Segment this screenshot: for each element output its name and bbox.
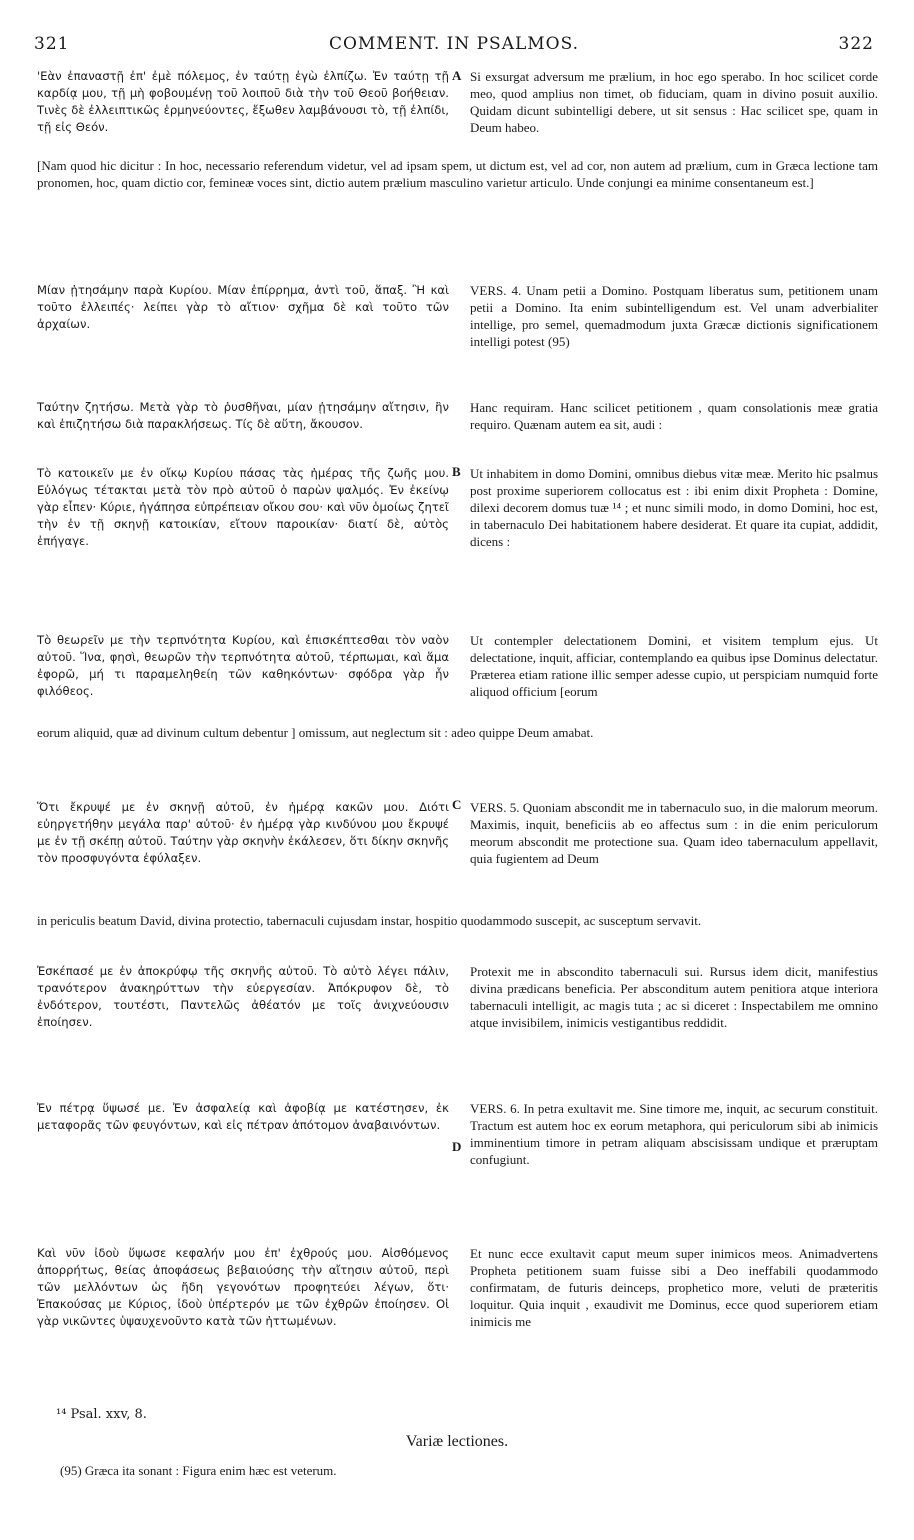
margin-marker-d: D xyxy=(452,1139,462,1154)
latin-paragraph-9: Et nunc ecce exultavit caput meum super inimicos meos. Animadvertens Propheta petitionem suam fuisse sibi a Deo ineffabili quodammodo confirmatam, de futuris deinceps, prophetico more, veluti de præteritis loquitur. Quia inquit , exaudivit me Dominus, ecce quod superiorem etiam inimicis me xyxy=(470,1246,878,1329)
margin-marker-a: A xyxy=(452,68,462,83)
greek-paragraph-5: Τὸ θεωρεῖν με τὴν τερπνότητα Κυρίου, καὶ ἐπισκέπτεσθαι τὸν ναὸν αὐτοῦ. Ἵνα, φησὶ, θεωρῶν τὴν τερπνότητα αὐτοῦ, τέρπωμαι, καὶ ἅμα ἐφορῶ, μή τι παραμεληθείη τῶν καθηκόντων· σφόδρα γὰρ ἦν φιλόθεος. xyxy=(37,633,449,698)
continuation-line-1: eorum aliquid, quæ ad divinum cultum debentur ] omissum, aut neglectum sit : adeo quippe Deum amabat. xyxy=(37,725,594,740)
bracketed-note-1: [Nam quod hic dicitur : In hoc, necessario referendum videtur, vel ad ipsam spem, ut dictum est, vel ad cor, non autem ad prælium, cum in Græca lectione tam pronomen, hoc, quam dictio cor, femineæ voces sint, dictio autem prælium masculino varietur articulo. Unde conjungi ea minime consentaneum est.] xyxy=(37,158,878,190)
latin-paragraph-6: VERS. 5. Quoniam abscondit me in tabernaculo suo, in die malorum meorum. Maximis, inquit, beneficiis ab eo affectus sum : in die enim periculorum meorum abscondit me protectione sua. Quam ideo tabernaculum appellavit, quia fugientem ad Deum xyxy=(470,800,878,866)
latin-paragraph-2: VERS. 4. Unam petii a Domino. Postquam liberatus sum, petitionem unam petii a Domino. Ita enim subintelligendum est. Vel unam adverbialiter intellige, pro semel, quemadmodum juxta Græcæ dictionis significationem intelligi potest (95) xyxy=(470,283,878,349)
margin-marker-b: B xyxy=(452,464,461,479)
page-number-right: 322 xyxy=(838,34,874,54)
latin-paragraph-4: Ut inhabitem in domo Domini, omnibus diebus vitæ meæ. Merito hic psalmus post proxime superiorem collocatus est : ibi enim dixit Propheta : Domine, dilexi decorem domus tuæ ¹⁴ ; et nunc simili modo, in domo Domini, hoc est, in tabernaculo Dei habitationem habere desiderat. Et quare ita cupiat, addidit, dicens : xyxy=(470,466,878,549)
greek-paragraph-6: Ὅτι ἔκρυψέ με ἐν σκηνῇ αὐτοῦ, ἐν ἡμέρᾳ κακῶν μου. Διότι εὐηργετήθην μεγάλα παρ' αὐτοῦ· ἐν ἡμέρᾳ γὰρ κινδύνου μου ἔκρυψέ με ἐν τῇ σκέπῃ αὐτοῦ. Ταύτην γὰρ σκηνὴν ἐκάλεσεν, ὅτι δίκην σκηνῆς τὸν προσφυγόντα ἐφύλαξεν. xyxy=(37,800,449,865)
page-number-left: 321 xyxy=(34,34,70,54)
footnote: ¹⁴ Psal. xxv, 8. xyxy=(56,1407,147,1422)
greek-paragraph-7: Ἐσκέπασέ με ἐν ἀποκρύφῳ τῆς σκηνῆς αὐτοῦ. Τὸ αὐτὸ λέγει πάλιν, τρανότερον ἀνακηρύττων τὴν εὐεργεσίαν. Ἀπόκρυφον δὲ, τὸ ἐνδότερον, τουτέστι, Παντελῶς ἀθέατόν με τοῖς ἀνιχνεύουσιν ἐποίησεν. xyxy=(37,964,449,1029)
greek-paragraph-8: Ἐν πέτρᾳ ὕψωσέ με. Ἐν ἀσφαλείᾳ καὶ ἀφοβίᾳ με κατέστησεν, ἐκ μεταφορᾶς τῶν φευγόντων, καὶ εἰς πέτραν ἀπότομον ἀναβαινόντων. xyxy=(37,1101,449,1132)
running-title: COMMENT. IN PSALMOS. xyxy=(328,34,580,54)
latin-paragraph-1: Si exsurgat adversum me prælium, in hoc ego sperabo. In hoc scilicet corde meo, quod amplius non timet, ob fiduciam, quam in divino posuit auxilio. Quidam dicunt subintelligi debere, ut sit sensus : Hac scilicet spe, quam in Deum habeo. xyxy=(470,69,878,135)
greek-paragraph-2: Μίαν ᾐτησάμην παρὰ Κυρίου. Μίαν ἐπίρρημα, ἀντὶ τοῦ, ἅπαξ. Ἢ καὶ τοῦτο ἐλλειπές· λείπει γὰρ τὸ αἴτιον· σχῆμα δὲ καὶ τοῦτο τῶν ἀρχαίων. xyxy=(37,283,449,331)
page-header xyxy=(34,34,874,58)
latin-paragraph-3: Hanc requiram. Hanc scilicet petitionem , quam consolationis meæ gratia requiro. Quænam autem ea sit, audi : xyxy=(470,400,878,432)
latin-paragraph-7: Protexit me in abscondito tabernaculi sui. Rursus idem dicit, manifestius divina prædicans beneficia. Per absconditum autem penitiora atque interiora tabernaculi intelligit, ac magis tuta ; ac si diceret : Inspectabilem me omnino atque invisibilem, inimicis vestigantibus reddidit. xyxy=(470,964,878,1030)
greek-paragraph-9: Καὶ νῦν ἰδοὺ ὕψωσε κεφαλήν μου ἐπ' ἐχθρούς μου. Αἰσθόμενος ἀπορρήτως, θείας ἀποφάσεως βεβαιούσης τὴν αἴτησιν αὐτοῦ, περὶ τῶν μελλόντων ὡς ἤδη γεγονότων προφητεύει λέγων, ὅτι· Ἐπακούσας με Κύριος, ἰδοὺ ὑπέρτερόν με τῶν ἐχθρῶν ἐποίησεν. Οἱ γὰρ νικῶντες ὑψαυχενοῦντο κατὰ τῶν ἡττωμένων. xyxy=(37,1246,449,1328)
greek-paragraph-4: Τὸ κατοικεῖν με ἐν οἴκῳ Κυρίου πάσας τὰς ἡμέρας τῆς ζωῆς μου. Εὐλόγως τέτακται μετὰ τὸν πρὸ αὐτοῦ ὁ παρὼν ψαλμός. Ἐν ἐκείνῳ γὰρ εἶπεν· Κύριε, ἠγάπησα εὐπρέπειαν οἴκου σου· καὶ νῦν ὁμοίως ζητεῖ τὴν ἐν τῇ σκηνῇ κατοικίαν, εἴτουν παροικίαν· διατί δὲ, αὐτὸς ἐπήγαγε. xyxy=(37,466,449,548)
variant-reading-95: (95) Græca ita sonant : Figura enim hæc est veterum. xyxy=(60,1463,337,1478)
continuation-line-2: in periculis beatum David, divina protectio, tabernaculi cujusdam instar, hospitio quodammodo suscepit, ac susceptum servavit. xyxy=(37,913,702,928)
margin-marker-c: C xyxy=(452,797,462,812)
greek-paragraph-3: Ταύτην ζητήσω. Μετὰ γὰρ τὸ ῥυσθῆναι, μίαν ᾐτησάμην αἴτησιν, ἣν καὶ ἐπιζητήσω διὰ παρακλήσεως. Τίς δὲ αὕτη, ἄκουσον. xyxy=(37,400,449,431)
greek-paragraph-1: 'Εὰν ἐπαναστῇ ἐπ' ἐμὲ πόλεμος, ἐν ταύτῃ ἐγὼ ἐλπίζω. Ἐν ταύτῃ τῇ καρδίᾳ μου, τῇ μὴ φοβουμένῃ τοῦ λοιποῦ διὰ τὴν τοῦ Θεοῦ βοήθειαν. Τινὲς δὲ ἐλλειπτικῶς ἑρμηνεύοντες, ἔξωθεν λαμβάνουσι τὸ, τῇ ἐλπίδι, τῇ εἰς Θεόν. xyxy=(37,69,449,134)
latin-paragraph-8: VERS. 6. In petra exultavit me. Sine timore me, inquit, ac securum constituit. Tractum est autem hoc ex eorum metaphora, qui periculorum sibi ab inimicis imminentium timore in petram aliquam abscisissam undique et præruptam confugiunt. xyxy=(470,1101,878,1167)
latin-paragraph-5: Ut contempler delectationem Domini, et visitem templum ejus. Ut delectatione, inquit, afficiar, contemplando ea quibus ipse Dominus delectatur. Præterea etiam ratione illic semper adesse cupio, ut perspiciam numquid forte aliquod officium [eorum xyxy=(470,633,878,699)
variae-lectiones-heading: Variæ lectiones. xyxy=(405,1433,509,1450)
